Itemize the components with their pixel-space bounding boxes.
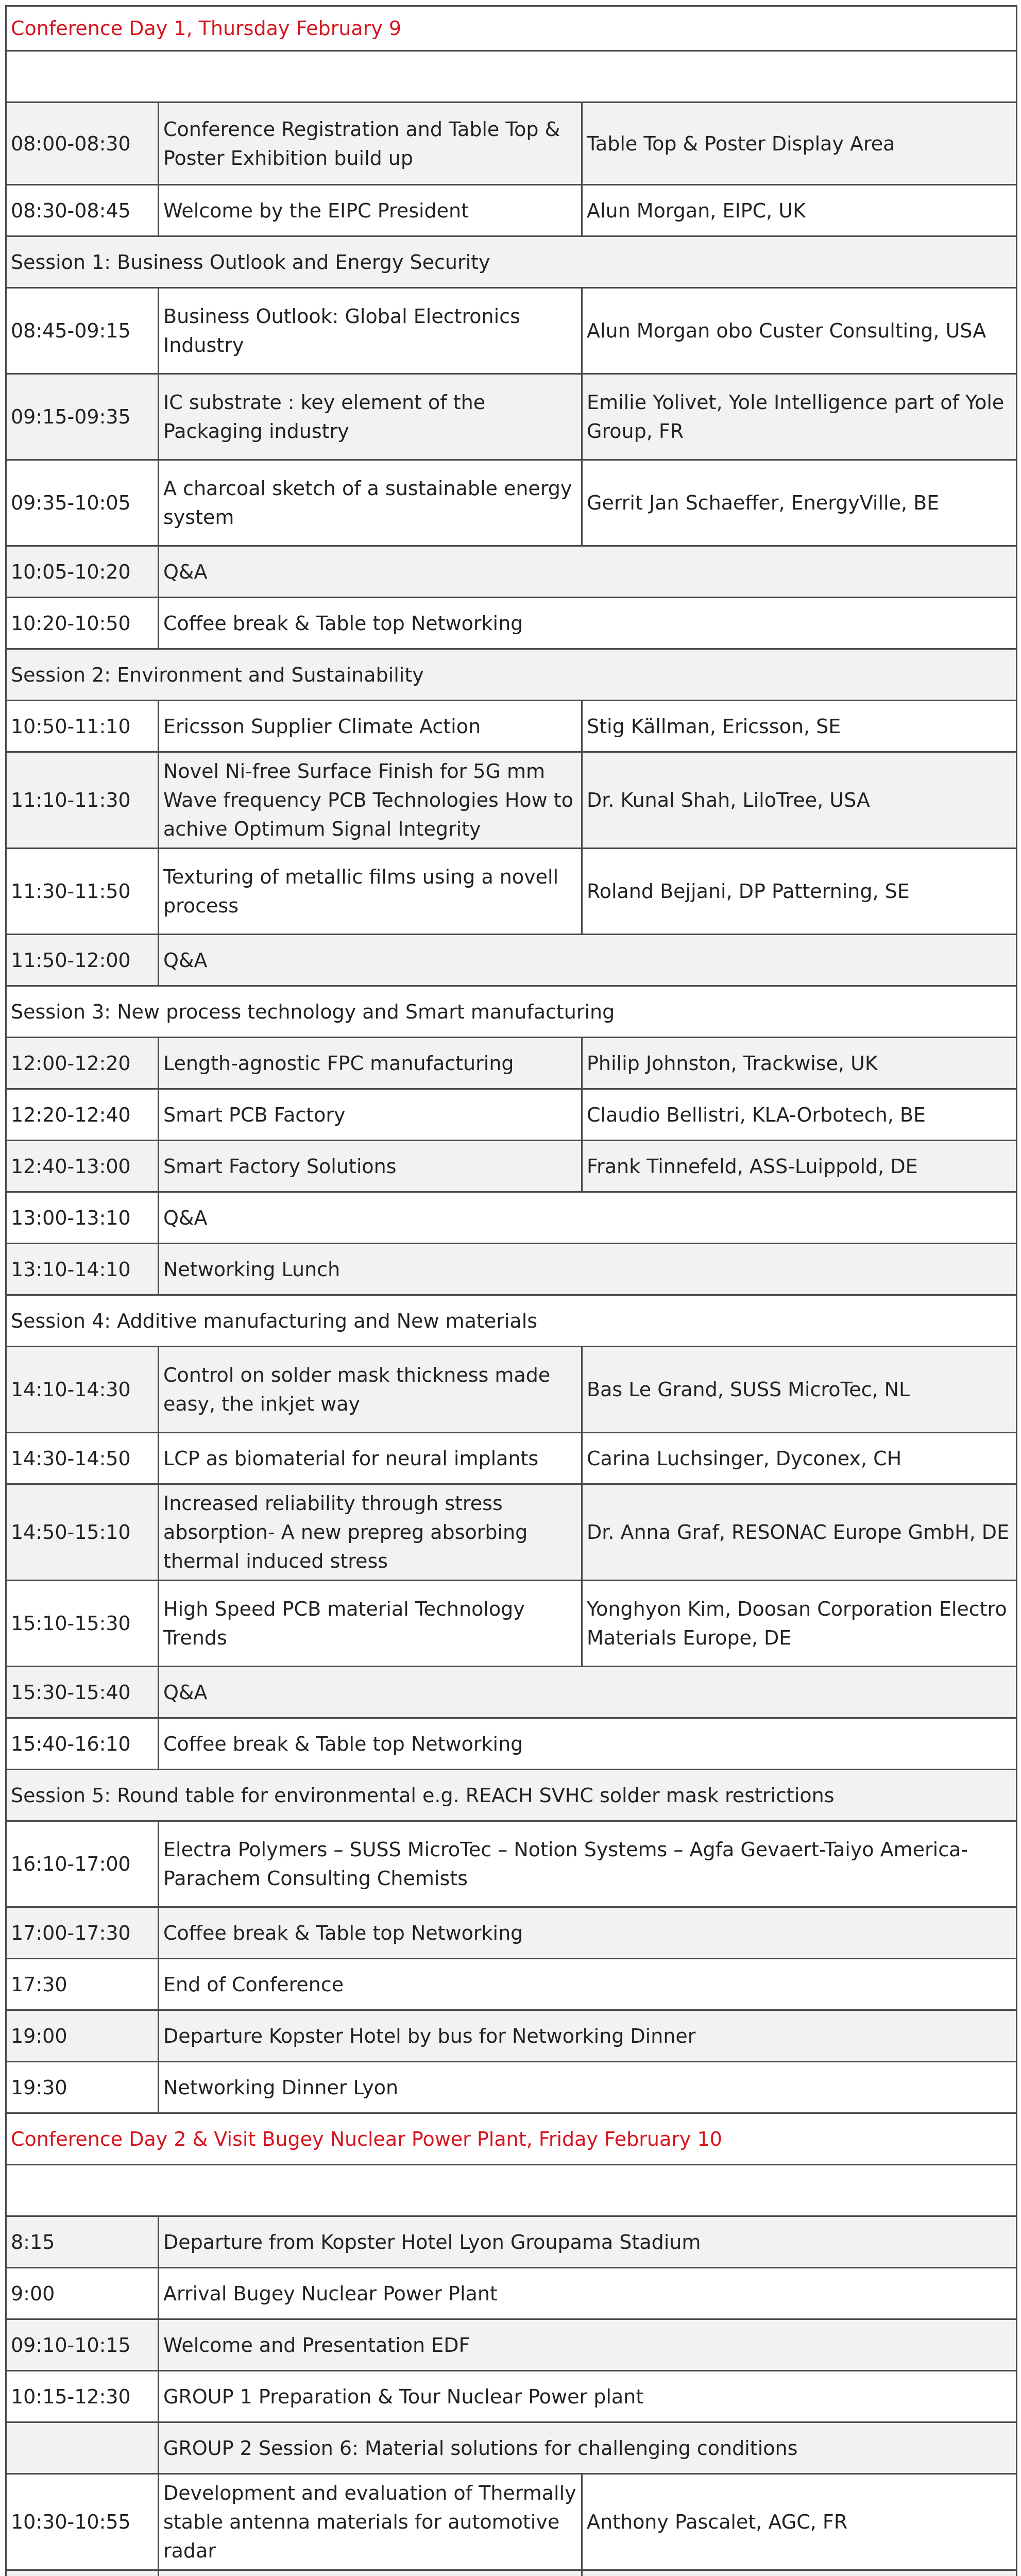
agenda-row [6,2216,1017,2268]
time-cell: 12:20-12:40 [6,1089,159,1141]
title-cell: Networking Lunch [159,1244,1017,1295]
time-cell [6,2422,159,2474]
agenda-row [6,2570,1017,2576]
speaker-cell: Stig Källman, Ericsson, SE [582,701,1017,752]
spacer-row [6,2165,1017,2216]
agenda-row [6,1141,1017,1192]
agenda-table [5,5,1017,2576]
speaker-cell: Bas Le Grand, SUSS MicroTec, NL [582,1347,1017,1433]
title-cell: Novel Ni-free Surface Finish for 5G mm Wave frequency PCB Technologies How to achive Optimum Signal Integrity [159,752,582,849]
title-cell: Smart Factory Solutions [159,1141,582,1192]
speaker-cell: Anthony Pascalet, AGC, FR [582,2474,1017,2570]
speaker-cell: Alun Morgan obo Custer Consulting, USA [582,288,1017,374]
spacer-cell [6,51,1017,103]
agenda-row [6,2319,1017,2371]
agenda-row [6,1718,1017,1770]
title-cell: Length-agnostic FPC manufacturing [159,1038,582,1089]
speaker-cell: Philip Johnston, Trackwise, UK [582,1038,1017,1089]
agenda-row [6,1244,1017,1295]
agenda-row [6,1667,1017,1718]
time-cell: 9:00 [6,2268,159,2319]
time-cell: 17:30 [6,1959,159,2010]
agenda-row [6,1907,1017,1959]
session-row [6,986,1017,1038]
time-cell: 09:10-10:15 [6,2319,159,2371]
title-cell: Q&A [159,1192,1017,1244]
time-cell: 11:30-11:50 [6,849,159,935]
title-cell: Q&A [159,546,1017,598]
speaker-cell: Emilie Yolivet, Yole Intelligence part of Yole Group, FR [582,374,1017,460]
time-cell: 19:00 [6,2010,159,2062]
agenda-row [6,598,1017,649]
agenda-row [6,1484,1017,1581]
time-cell: 11:50-12:00 [6,935,159,986]
agenda-row [6,1433,1017,1484]
session-title: Session 3: New process technology and Smart manufacturing [6,986,1017,1038]
time-cell: 08:45-09:15 [6,288,159,374]
session-row [6,236,1017,288]
time-cell: 19:30 [6,2062,159,2113]
title-cell: GROUP 1 Preparation & Tour Nuclear Power plant [159,2371,1017,2422]
day-heading-row [6,2113,1017,2165]
time-cell: 08:00-08:30 [6,103,159,185]
agenda-row [6,2474,1017,2570]
title-cell: End of Conference [159,1959,1017,2010]
session-title: Session 2: Environment and Sustainability [6,649,1017,701]
session-row [6,649,1017,701]
time-cell: 10:05-10:20 [6,546,159,598]
time-cell: 14:50-15:10 [6,1484,159,1581]
time-cell: 17:00-17:30 [6,1907,159,1959]
speaker-cell: Carina Luchsinger, Dyconex, CH [582,1433,1017,1484]
title-cell: Control on solder mask thickness made easy, the inkjet way [159,1347,582,1433]
title-cell: Departure from Kopster Hotel Lyon Groupama Stadium [159,2216,1017,2268]
time-cell: 15:40-16:10 [6,1718,159,1770]
time-cell: 13:10-14:10 [6,1244,159,1295]
time-cell: 15:10-15:30 [6,1581,159,1667]
agenda-row [6,185,1017,236]
time-cell [6,2570,159,2576]
spacer-cell [6,2165,1017,2216]
title-cell [159,2570,582,2576]
agenda-row [6,374,1017,460]
agenda-row [6,546,1017,598]
agenda-row [6,752,1017,849]
session-title: Session 4: Additive manufacturing and New materials [6,1295,1017,1347]
time-cell: 8:15 [6,2216,159,2268]
time-cell: 08:30-08:45 [6,185,159,236]
agenda-row [6,103,1017,185]
time-cell: 14:30-14:50 [6,1433,159,1484]
title-cell: Business Outlook: Global Electronics Industry [159,288,582,374]
agenda-row [6,1581,1017,1667]
day-heading: Conference Day 2 & Visit Bugey Nuclear Power Plant, Friday February 10 [6,2113,1017,2165]
title-cell: LCP as biomaterial for neural implants [159,1433,582,1484]
time-cell: 13:00-13:10 [6,1192,159,1244]
agenda-row [6,2371,1017,2422]
title-cell: Electra Polymers – SUSS MicroTec – Notion Systems – Agfa Gevaert-Taiyo America-Parachem Consulting Chemists [159,1821,1017,1907]
speaker-cell: Dr. Kunal Shah, LiloTree, USA [582,752,1017,849]
time-cell: 15:30-15:40 [6,1667,159,1718]
time-cell: 10:50-11:10 [6,701,159,752]
agenda-row [6,1821,1017,1907]
day-heading-row [6,6,1017,51]
time-cell: 12:40-13:00 [6,1141,159,1192]
agenda-row [6,1347,1017,1433]
title-cell: High Speed PCB material Technology Trends [159,1581,582,1667]
agenda-row [6,1959,1017,2010]
title-cell: Welcome and Presentation EDF [159,2319,1017,2371]
agenda-row [6,2062,1017,2113]
speaker-cell: Dr. Anna Graf, RESONAC Europe GmbH, DE [582,1484,1017,1581]
agenda-row [6,2010,1017,2062]
speaker-cell: Gerrit Jan Schaeffer, EnergyVille, BE [582,460,1017,546]
time-cell: 11:10-11:30 [6,752,159,849]
agenda-row [6,935,1017,986]
agenda-row [6,849,1017,935]
speaker-cell: Claudio Bellistri, KLA-Orbotech, BE [582,1089,1017,1141]
speaker-cell: Frank Tinnefeld, ASS-Luippold, DE [582,1141,1017,1192]
title-cell: Welcome by the EIPC President [159,185,582,236]
title-cell: Q&A [159,1667,1017,1718]
agenda-row [6,701,1017,752]
title-cell: Smart PCB Factory [159,1089,582,1141]
agenda-row [6,2268,1017,2319]
title-cell: Development and evaluation of Thermally stable antenna materials for automotive radar [159,2474,582,2570]
title-cell: IC substrate : key element of the Packaging industry [159,374,582,460]
session-row [6,1295,1017,1347]
agenda-row [6,1089,1017,1141]
title-cell: Conference Registration and Table Top & Poster Exhibition build up [159,103,582,185]
title-cell: Increased reliability through stress absorption- A new prepreg absorbing thermal induced stress [159,1484,582,1581]
agenda-body [6,6,1017,2576]
day-heading: Conference Day 1, Thursday February 9 [6,6,1017,51]
title-cell: Networking Dinner Lyon [159,2062,1017,2113]
agenda-row [6,2422,1017,2474]
speaker-cell: Roland Bejjani, DP Patterning, SE [582,849,1017,935]
title-cell: Coffee break & Table top Networking [159,598,1017,649]
time-cell: 09:15-09:35 [6,374,159,460]
spacer-row [6,51,1017,103]
agenda-row [6,1038,1017,1089]
agenda-row [6,1192,1017,1244]
title-cell: Coffee break & Table top Networking [159,1718,1017,1770]
agenda-row [6,288,1017,374]
speaker-cell [582,2570,1017,2576]
time-cell: 10:20-10:50 [6,598,159,649]
title-cell: Departure Kopster Hotel by bus for Networking Dinner [159,2010,1017,2062]
title-cell: GROUP 2 Session 6: Material solutions for challenging conditions [159,2422,1017,2474]
title-cell: A charcoal sketch of a sustainable energy system [159,460,582,546]
session-title: Session 1: Business Outlook and Energy Security [6,236,1017,288]
title-cell: Q&A [159,935,1017,986]
title-cell: Coffee break & Table top Networking [159,1907,1017,1959]
time-cell: 10:30-10:55 [6,2474,159,2570]
title-cell: Texturing of metallic films using a novell process [159,849,582,935]
time-cell: 12:00-12:20 [6,1038,159,1089]
agenda-row [6,460,1017,546]
time-cell: 10:15-12:30 [6,2371,159,2422]
time-cell: 14:10-14:30 [6,1347,159,1433]
speaker-cell: Table Top & Poster Display Area [582,103,1017,185]
time-cell: 09:35-10:05 [6,460,159,546]
session-title: Session 5: Round table for environmental e.g. REACH SVHC solder mask restrictions [6,1770,1017,1821]
speaker-cell: Alun Morgan, EIPC, UK [582,185,1017,236]
time-cell: 16:10-17:00 [6,1821,159,1907]
session-row [6,1770,1017,1821]
title-cell: Ericsson Supplier Climate Action [159,701,582,752]
speaker-cell: Yonghyon Kim, Doosan Corporation Electro Materials Europe, DE [582,1581,1017,1667]
title-cell: Arrival Bugey Nuclear Power Plant [159,2268,1017,2319]
